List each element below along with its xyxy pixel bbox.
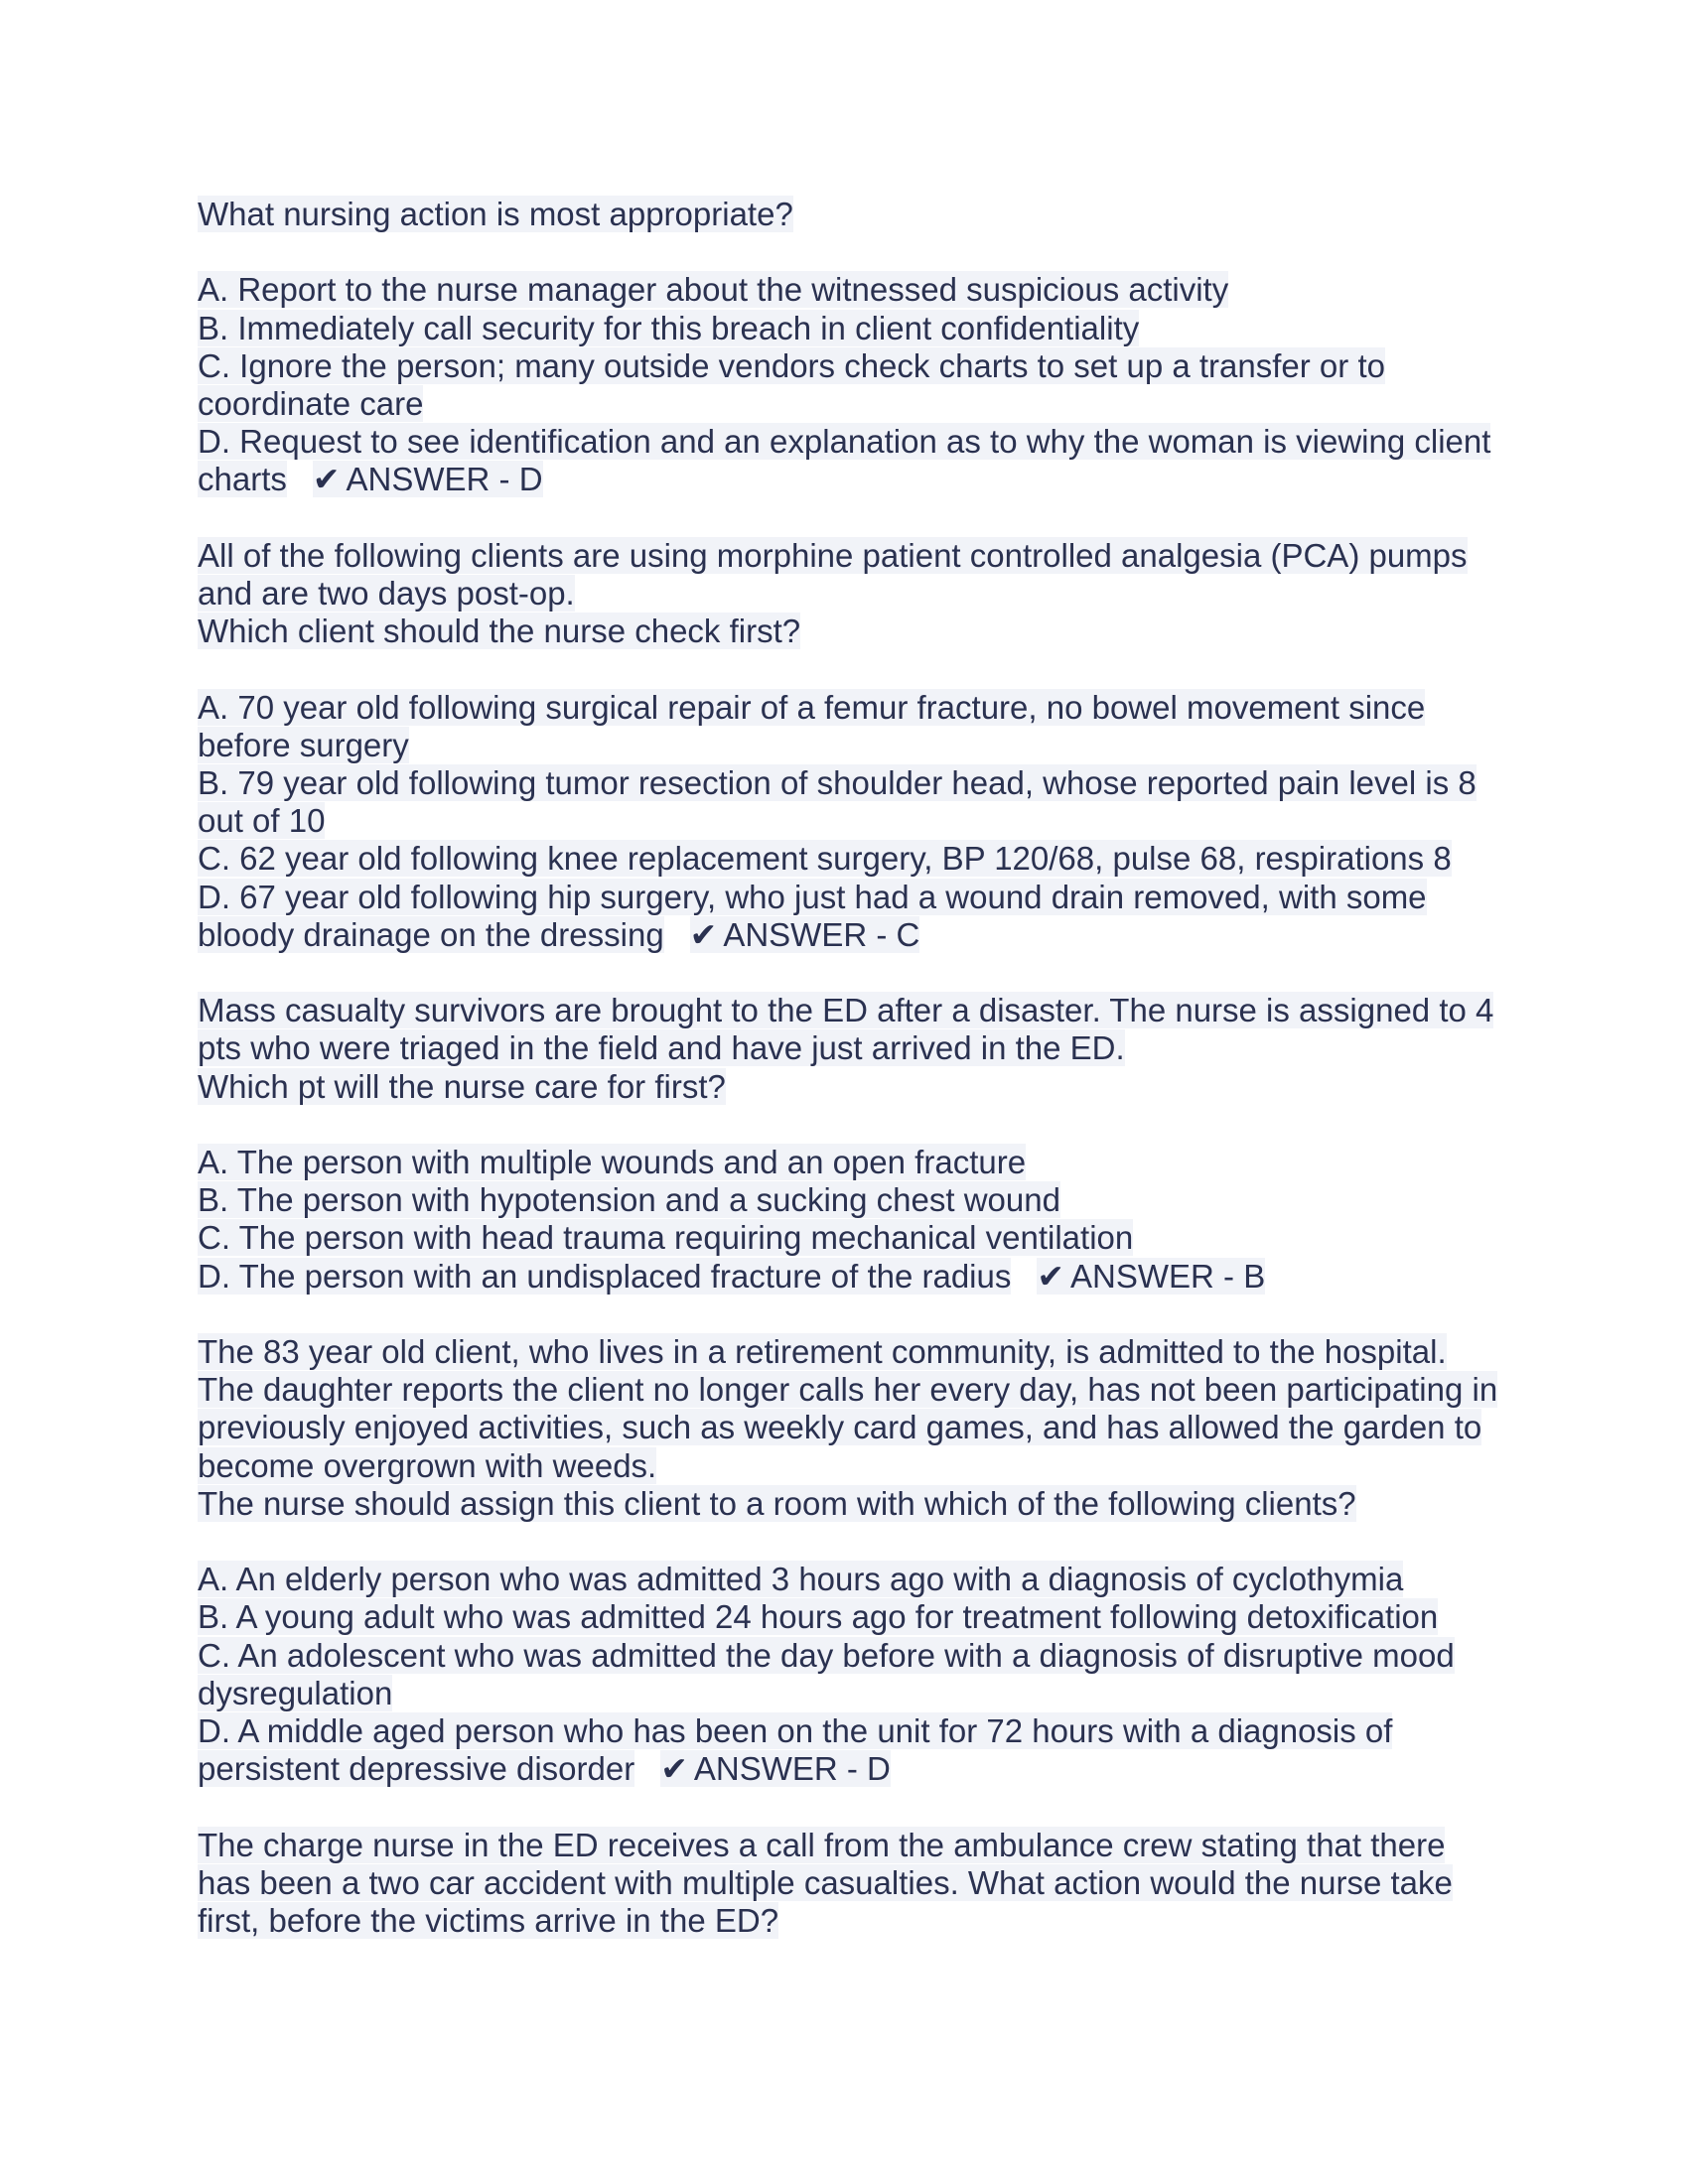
option-b: B. The person with hypotension and a sucking chest wound <box>198 1181 1060 1219</box>
option-d: D. The person with an undisplaced fracture of the radius <box>198 1257 1012 1295</box>
stem-line: Mass casualty survivors are brought to the ED after a disaster. The nurse is assigned to 4 pts who were triaged in the field and have just arrived in the ED. <box>198 992 1494 1067</box>
option-c: C. Ignore the person; many outside vendors check charts to set up a transfer or to coordinate care <box>198 346 1385 422</box>
option-a: A. 70 year old following surgical repair of a femur fracture, no bowel movement since before surgery <box>198 688 1426 763</box>
option-b: B. 79 year old following tumor resection of shoulder head, whose reported pain level is 8 out of 10 <box>198 764 1477 840</box>
option-c: C. An adolescent who was admitted the day before with a diagnosis of disruptive mood dysregulation <box>198 1636 1455 1711</box>
stem-line: Which pt will the nurse care for first? <box>198 1067 726 1105</box>
option-d: D. Request to see identification and an explanation as to why the woman is viewing client charts <box>198 423 1491 498</box>
check-mark-icon: ✔ <box>660 1750 688 1788</box>
option-c: C. 62 year old following knee replacement surgery, BP 120/68, pulse 68, respirations 8 <box>198 840 1452 878</box>
question-5 <box>198 1827 1498 1941</box>
question-stem <box>198 196 1498 233</box>
question-stem <box>198 1827 1498 1941</box>
question-stem <box>198 537 1498 651</box>
check-mark-icon: ✔ <box>689 915 718 953</box>
check-mark-icon: ✔ <box>1037 1257 1065 1295</box>
answer-text: ANSWER - C <box>723 915 920 953</box>
answer-key <box>690 916 920 953</box>
answer-key <box>660 1750 891 1787</box>
check-mark-icon: ✔ <box>312 461 341 498</box>
option-c: C. The person with head trauma requiring mechanical ventilation <box>198 1219 1134 1257</box>
stem-line: What nursing action is most appropriate? <box>198 196 793 232</box>
option-b: B. Immediately call security for this breach in client confidentiality <box>198 309 1140 346</box>
option-b: B. A young adult who was admitted 24 hours ago for treatment following detoxification <box>198 1598 1439 1636</box>
answer-options <box>198 1561 1498 1788</box>
answer-text: ANSWER - B <box>1070 1257 1266 1295</box>
question-1 <box>198 196 1498 499</box>
answer-key <box>313 461 543 497</box>
answer-options <box>198 689 1498 954</box>
question-2 <box>198 537 1498 954</box>
option-a: A. An elderly person who was admitted 3 hours ago with a diagnosis of cyclothymia <box>198 1561 1404 1598</box>
stem-line: Which client should the nurse check first? <box>198 613 801 650</box>
option-d: D. A middle aged person who has been on the unit for 72 hours with a diagnosis of persistent depressive disorder <box>198 1712 1393 1788</box>
answer-text: ANSWER - D <box>693 1750 891 1788</box>
answer-options <box>198 271 1498 498</box>
answer-text: ANSWER - D <box>346 461 543 498</box>
document-page <box>198 196 1498 1978</box>
option-a: A. The person with multiple wounds and an open fracture <box>198 1144 1027 1180</box>
stem-line: All of the following clients are using morphine patient controlled analgesia (PCA) pumps and are two days post-op. <box>198 536 1468 612</box>
answer-key <box>1037 1258 1265 1295</box>
option-d: D. 67 year old following hip surgery, who just had a wound drain removed, with some bloody drainage on the dressing <box>198 878 1427 953</box>
stem-line: The charge nurse in the ED receives a call from the ambulance crew stating that there has been a two car accident with multiple casualties. What action would the nurse take first, before the victims arrive in the ED? <box>198 1826 1453 1940</box>
option-a: A. Report to the nurse manager about the witnessed suspicious activity <box>198 271 1229 309</box>
answer-options <box>198 1144 1498 1296</box>
question-stem <box>198 1333 1498 1523</box>
question-stem <box>198 992 1498 1106</box>
question-4 <box>198 1333 1498 1788</box>
stem-line: The nurse should assign this client to a room with which of the following clients? <box>198 1484 1356 1522</box>
question-3 <box>198 992 1498 1296</box>
stem-line: The 83 year old client, who lives in a retirement community, is admitted to the hospital. The daughter reports the client no longer calls her every day, has not been participating in previously enjoyed activities, such as weekly card games, and has allowed the garden to become overgrown with weeds. <box>198 1333 1498 1484</box>
